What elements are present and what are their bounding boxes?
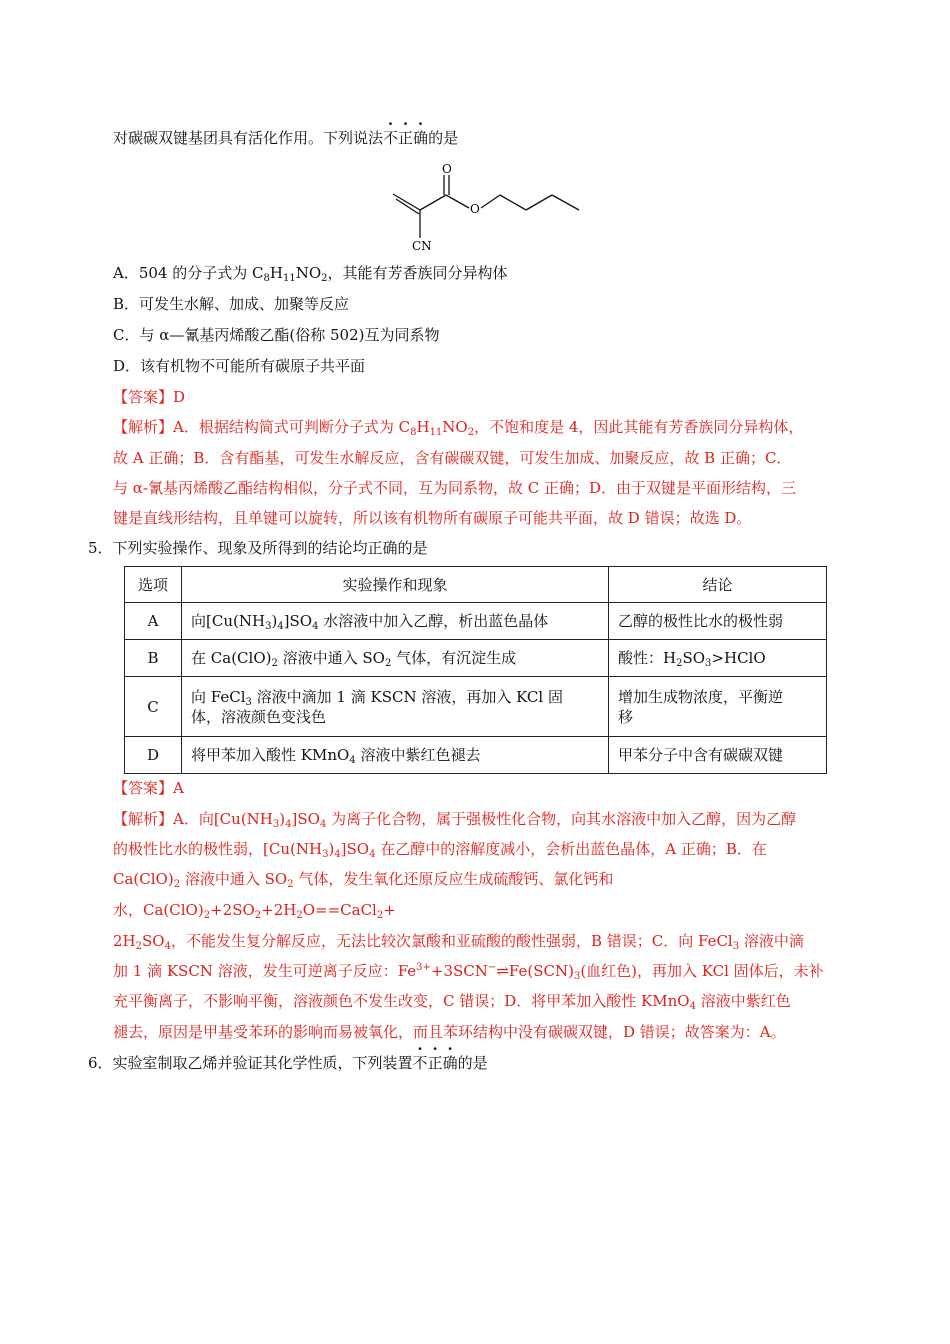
q4-option-a: A．504 的分子式为 $C_8H_{11}NO_2$，其能有芳香族同分异构体 <box>113 264 508 284</box>
q5-explain-line-7: 充平衡离子，不影响平衡，溶液颜色不发生改变，C 错误；D．将甲苯加入酸性 KMnO$_4$ 溶液中紫红色 <box>113 992 791 1012</box>
q5-explain-line-4: 水，$Ca(ClO)_2+2SO_2+2H_2O==CaCl_2+$ <box>113 901 396 921</box>
structure-formula <box>380 158 590 258</box>
row-c-conclusion: 增加生成物浓度，平衡逆 移 <box>609 677 827 737</box>
q5-explain-line-5: $2H_2SO_4$，不能发生复分解反应，无法比较次氯酸和亚硫酸的酸性强弱，B 错误；C．向 FeCl$_3$ 溶液中滴 <box>113 932 804 952</box>
q5-explain-line-6: 加 1 滴 KSCN 溶液，发生可逆离子反应：$Fe^{3+}+3SCN^-\rightleftharpoons Fe(SCN)_3$(血红色)，再加入 KCl 固体后，未补 <box>113 962 824 982</box>
table-header-row <box>125 567 827 603</box>
q5-answer: 【答案】A <box>113 779 184 797</box>
bond-o-c <box>481 195 500 208</box>
header-conclusion: 结论 <box>609 567 827 603</box>
q5-stem: 5．下列实验操作、现象及所得到的结论均正确的是 <box>88 539 428 557</box>
alkene-bond-1 <box>393 194 420 210</box>
q5-explain-line-8: 褪去，原因是甲基受苯环的影响而易被氧化，而且苯环结构中没有碳碳双键，D 错误；故答案为：A。 <box>113 1023 786 1041</box>
q4-explain-line-4: 键是直线形结构，且单键可以旋转，所以该有机物所有碳原子可能共平面，故 D 错误；故选 D。 <box>113 509 752 527</box>
row-d-conclusion: 甲苯分子中含有碳碳双键 <box>609 737 827 774</box>
header-option: 选项 <box>125 567 182 603</box>
header-operation: 实验操作和现象 <box>182 567 609 603</box>
row-a-option: A <box>125 603 182 640</box>
q5-explain-line-3: $Ca(ClO)_2$ 溶液中通入 $SO_2$ 气体，发生氧化还原反应生成硫酸钙、氯化钙和 <box>113 870 614 890</box>
table-row-b <box>125 640 827 677</box>
chain-bond-1 <box>500 195 526 210</box>
q5-explain-line-2: 的极性比水的极性弱，$[Cu(NH_3)_4]SO_4$ 在乙醇中的溶解度减小，会析出蓝色晶体，A 正确；B．在 <box>113 840 767 860</box>
q6-stem: 6．实验室制取乙烯并验证其化学性质，下列装置不正确的是 <box>88 1054 488 1072</box>
q4-option-c: C．与 α—氰基丙烯酸乙酯(俗称 502)互为同系物 <box>113 326 440 344</box>
q4-answer: 【答案】D <box>113 388 186 406</box>
alkene-bond-2 <box>396 199 419 214</box>
row-d-operation: 将甲苯加入酸性 KMnO$_4$ 溶液中紫红色褪去 <box>182 737 609 774</box>
table-row-d <box>125 737 827 774</box>
bond-c-o <box>446 195 469 208</box>
oxygen-ester: O <box>470 202 480 216</box>
q4-explain-line-2: 故 A 正确；B．含有酯基，可发生水解反应，含有碳碳双键，可发生加成、加聚反应，故 B 正确；C． <box>113 449 792 467</box>
table-row-c <box>125 677 827 737</box>
row-c-operation: 向 FeCl$_3$ 溶液中滴加 1 滴 KSCN 溶液，再加入 KCl 固 体，溶液颜色变浅色 <box>182 677 609 737</box>
row-b-option: B <box>125 640 182 677</box>
q5-explain-line-1: 【解析】A．向$[Cu(NH_3)_4]SO_4$ 为离子化合物，属于强极性化合物，向其水溶液中加入乙醇，因为乙醇 <box>113 810 797 830</box>
oxygen-top: O <box>442 162 452 176</box>
row-c-option: C <box>125 677 182 737</box>
q4-explain-line-1: 【解析】A．根据结构简式可判断分子式为 $C_8H_{11}NO_2$，不饱和度是 4，因此其能有芳香族同分异构体， <box>113 418 804 438</box>
q5-table <box>124 566 827 774</box>
row-d-option: D <box>125 737 182 774</box>
q4-explain-line-3: 与 α-氰基丙烯酸乙酯结构相似，分子式不同，互为同系物，故 C 正确；D．由于双键是平面形结构，三 <box>113 479 797 497</box>
row-a-conclusion: 乙醇的极性比水的极性弱 <box>609 603 827 640</box>
chain-bond-3 <box>552 195 579 210</box>
cyano-label: CN <box>412 239 432 253</box>
q4-option-b: B．可发生水解、加成、加聚等反应 <box>113 295 350 313</box>
q4-option-d: D．该有机物不可能所有碳原子共平面 <box>113 357 366 375</box>
row-a-operation: 向$[Cu(NH_3)_4]SO_4$ 水溶液中加入乙醇，析出蓝色晶体 <box>182 603 609 640</box>
q4-stem: 对碳碳双键基团具有活化作用。下列说法不正确的是 <box>113 129 459 147</box>
bond-c-c <box>420 195 446 210</box>
row-b-operation: 在 $Ca(ClO)_2$ 溶液中通入 $SO_2$ 气体，有沉淀生成 <box>182 640 609 677</box>
chain-bond-2 <box>526 195 552 210</box>
table-row-a <box>125 603 827 640</box>
row-b-conclusion: 酸性：$H_2SO_3>HClO$ <box>609 640 827 677</box>
